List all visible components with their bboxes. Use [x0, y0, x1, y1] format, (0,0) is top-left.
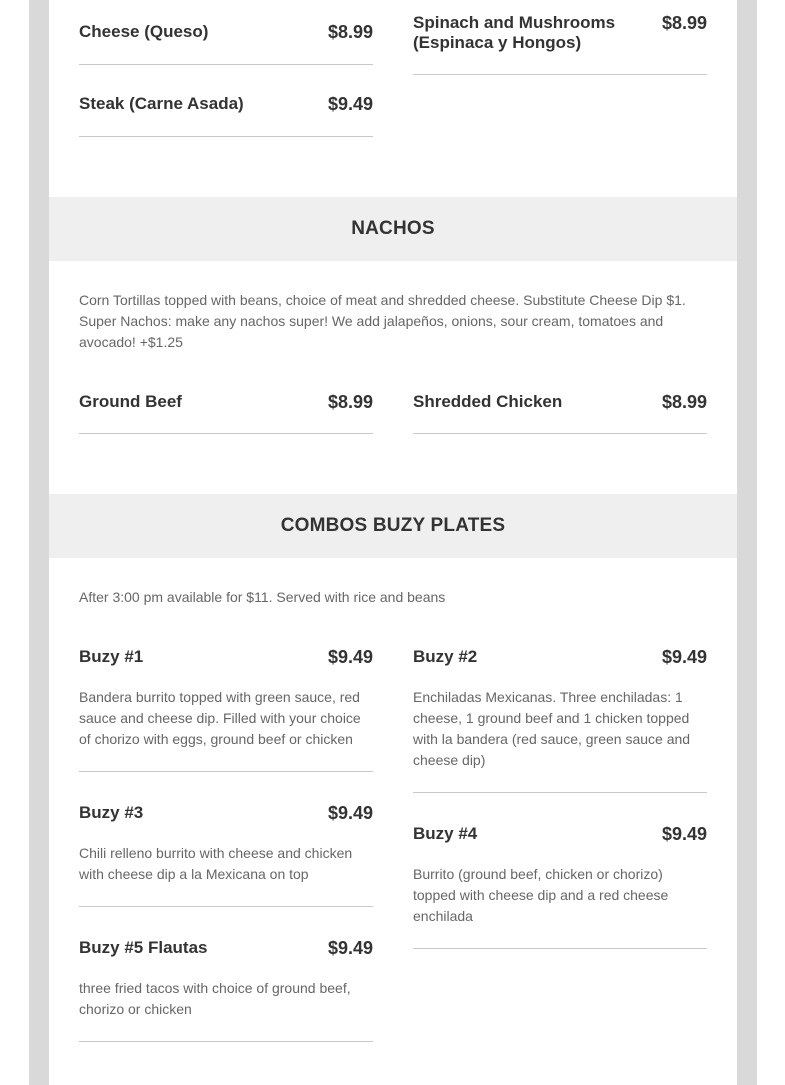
item-description: Chili relleno burrito with cheese and chicken with cheese dip a la Mexicana on top	[79, 845, 353, 882]
menu-item	[79, 22, 373, 65]
section-intro-combos: After 3:00 pm available for $11. Served with rice and beans	[79, 589, 446, 605]
menu-item	[413, 13, 707, 75]
item-price: $9.49	[327, 647, 373, 667]
section-header-combos: COMBOS BUZY PLATES	[49, 494, 737, 558]
top-left-column	[79, 22, 373, 137]
item-price: $9.49	[327, 94, 373, 114]
item-description: Enchiladas Mexicanas. Three enchiladas: 1 cheese, 1 ground beef and 1 chicken topped with la bandera (red sauce, green sauce and cheese dip)	[413, 689, 691, 768]
menu-item	[79, 647, 373, 772]
item-description: Bandera burrito topped with green sauce, red sauce and cheese dip. Filled with your choice of chorizo with eggs, ground beef or chicken	[79, 689, 361, 747]
item-name: Cheese (Queso)	[79, 22, 209, 41]
item-name: Ground Beef	[79, 392, 182, 411]
item-price: $8.99	[661, 13, 707, 33]
item-price: $8.99	[327, 392, 373, 412]
nachos-right-column	[413, 392, 707, 434]
menu-item	[79, 94, 373, 137]
menu-item	[413, 647, 707, 793]
item-price: $8.99	[661, 392, 707, 412]
item-name: Shredded Chicken	[413, 392, 563, 411]
menu-item	[79, 392, 373, 434]
menu-item	[413, 392, 707, 434]
item-price: $8.99	[327, 22, 373, 42]
item-name: Buzy #3	[79, 803, 144, 822]
menu-item	[79, 803, 373, 907]
menu-item	[413, 824, 707, 949]
item-name: Buzy #2	[413, 647, 478, 666]
item-price: $9.49	[661, 647, 707, 667]
menu-item	[79, 938, 373, 1042]
combos-left-column	[79, 647, 373, 1042]
item-name: Buzy #5 Flautas	[79, 938, 208, 957]
item-name: Buzy #1	[79, 647, 144, 666]
item-description: Burrito (ground beef, chicken or chorizo) topped with cheese dip and a red cheese enchilada	[413, 866, 669, 924]
combos-right-column	[413, 647, 707, 949]
section-intro-nachos: Corn Tortillas topped with beans, choice of meat and shredded cheese. Substitute Cheese Dip $1. Super Nachos: make any nachos super! We add jalapeños, onions, sour cream, tomatoes and avocado! +$1.25	[79, 292, 686, 350]
nachos-left-column	[79, 392, 373, 434]
item-name: Steak (Carne Asada)	[79, 94, 244, 113]
item-description: three fried tacos with choice of ground beef, chorizo or chicken	[79, 980, 351, 1017]
item-price: $9.49	[327, 803, 373, 823]
item-price: $9.49	[661, 824, 707, 844]
item-name: Buzy #4	[413, 824, 478, 843]
item-name: Spinach and Mushrooms (Espinaca y Hongos)	[413, 13, 616, 52]
item-price: $9.49	[327, 938, 373, 958]
section-header-nachos: NACHOS	[49, 197, 737, 261]
top-right-column	[413, 13, 707, 75]
